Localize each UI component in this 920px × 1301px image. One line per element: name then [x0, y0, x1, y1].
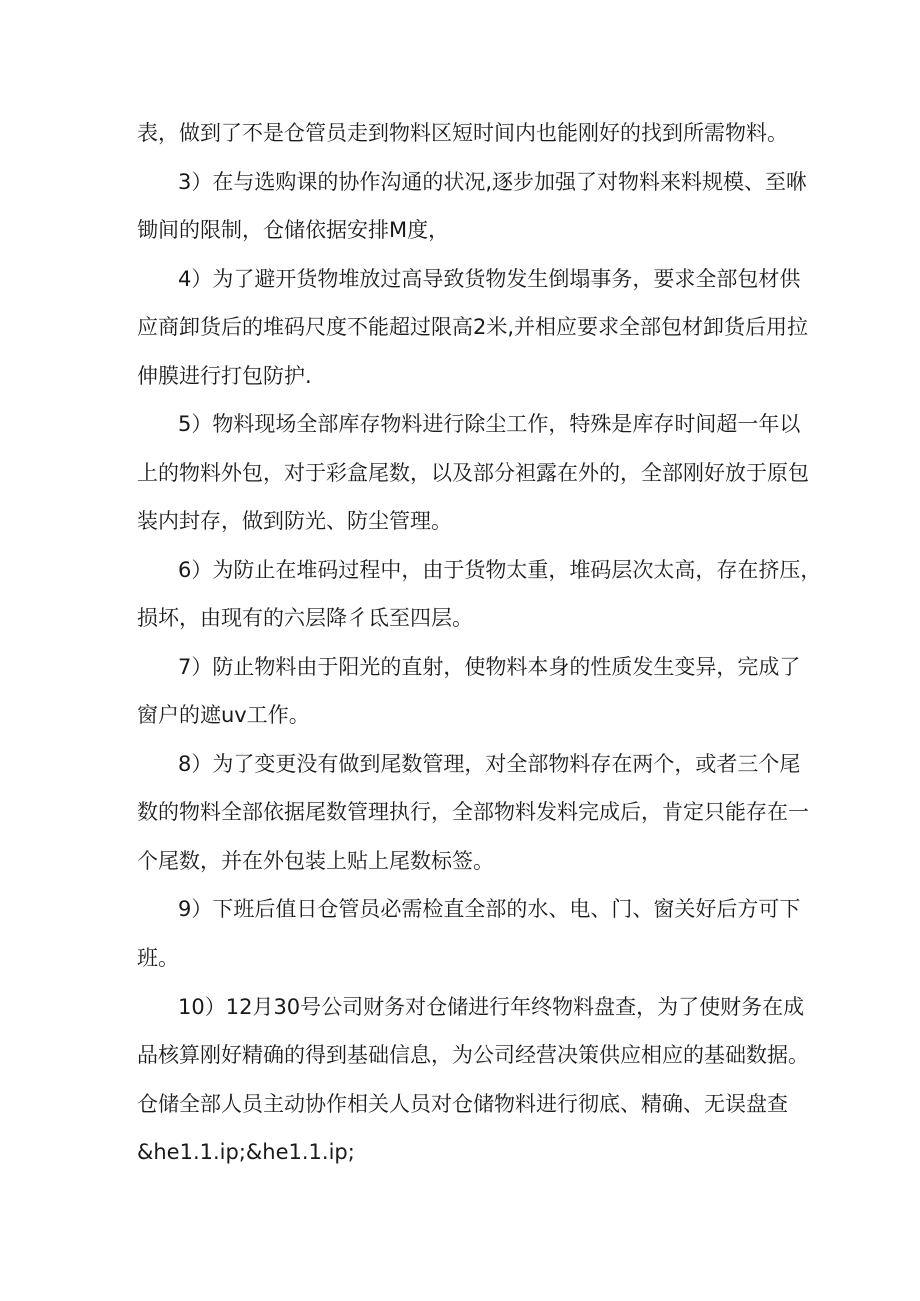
text-line: 10）12月30号公司财务对仓储进行年终物料盘查，为了使财务在成	[178, 995, 805, 1019]
text-line: 7）防止物料由于阳光的直射，使物料本身的性质发生变异，完成了	[178, 655, 801, 679]
text-line: &he1.1.ip;&he1.1.ip;	[137, 1140, 355, 1164]
text-line: 窗户的遮uv工作。	[137, 703, 310, 727]
text-line: 上的物料外包，对于彩盒尾数，以及部分袒露在外的，全部刚好放于原包	[137, 461, 809, 485]
text-line: 损坏，由现有的六层降彳氐至四层。	[137, 606, 473, 630]
text-line: 班。	[137, 946, 179, 970]
text-line: 仓储全部人员主动协作相关人员对仓储物料进行彻底、精确、无误盘查	[137, 1092, 788, 1116]
text-line: 数的物料全部依据尾数管理执行，全部物料发料完成后，肯定只能存在一	[137, 800, 809, 824]
text-line: 伸膜进行打包防护.	[137, 364, 312, 388]
text-line: 品核算刚好精确的得到基础信息，为公司经营决策供应相应的基础数据。	[137, 1043, 809, 1067]
text-line: 4）为了避开货物堆放过高导致货物发生倒塌事务，要求全部包材供	[178, 267, 801, 291]
text-line: 9）下班后值日仓管员必需检直全部的水、电、门、窗关好后方可下	[178, 897, 801, 921]
text-line: 6）为防止在堆码过程中，由于货物太重，堆码层次太高，存在挤压，	[178, 558, 822, 582]
text-line: 5）物料现场全部库存物料进行除尘工作，特殊是库存时间超一年以	[178, 412, 801, 436]
text-line: 锄间的限制，仓储依据安排M度，	[137, 218, 450, 242]
text-line: 8）为了变更没有做到尾数管理，对全部物料存在两个，或者三个尾	[178, 752, 801, 776]
text-line: 应商卸货后的堆码尺度不能超过限高2米,并相应要求全部包材卸货后用拉	[137, 315, 809, 339]
text-line: 个尾数，并在外包装上贴上尾数标签。	[137, 849, 494, 873]
text-line: 3）在与选购课的协作沟通的状况,逐步加强了对物料来料规模、至咻	[178, 170, 808, 194]
text-line: 表，做到了不是仓管员走到物料区短时间内也能刚好的找到所需物料。	[137, 121, 788, 145]
text-line: 装内封存，做到防光、防尘管理。	[137, 509, 452, 533]
